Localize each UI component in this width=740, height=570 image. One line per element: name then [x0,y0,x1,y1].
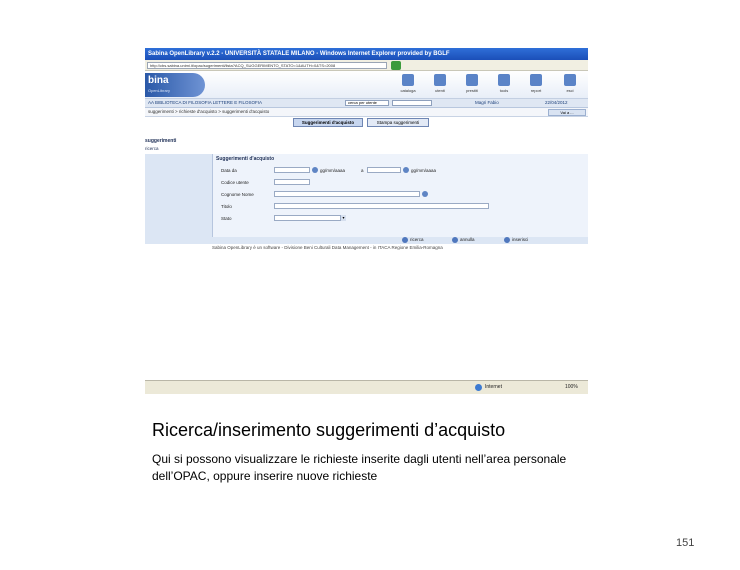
current-date: 22/04/2012 [545,100,568,105]
tab-suggerimenti[interactable]: Suggerimenti d'acquisto [293,118,363,127]
state-select[interactable] [274,215,346,221]
browser-screenshot [145,48,588,396]
cancel-icon [452,237,458,243]
name-label: Cognome Nome [221,192,254,197]
zoom-level[interactable]: 100% [565,384,578,390]
name-input[interactable] [274,191,420,197]
title-input[interactable] [274,203,489,209]
app-footer: Sabina OpenLibrary è un software - Divisione Beni Culturali Data Management - in ITACA Regione Emilia-Romagna [212,245,443,250]
catalog-icon [402,74,414,86]
search-input[interactable] [392,100,432,106]
breadcrumb-strip [145,108,588,117]
tools-icon [498,74,510,86]
loans-icon [466,74,478,86]
content-panel [145,154,588,244]
window-title: Sabina OpenLibrary v.2.2 - UNIVERSITÀ STATALE MILANO - Windows Internet Explorer provided by BGLF [145,48,588,60]
calendar-icon[interactable] [403,167,409,173]
sidebar-title: suggerimenti [145,138,177,144]
toolbar-cataloga[interactable]: cataloga [393,74,423,98]
search-button[interactable]: ricerca [402,237,424,243]
date-to-label: a [361,168,364,173]
date-format-hint: gg/mm/aaaa [320,168,346,173]
address-bar [145,60,588,71]
go-icon[interactable] [391,61,401,70]
lookup-icon[interactable] [422,191,428,197]
sidebar-subtitle[interactable]: ricerca [145,146,159,151]
insert-button[interactable]: inserisci [504,237,528,243]
calendar-icon[interactable] [312,167,318,173]
state-label: Stato [221,216,232,221]
toolbar-tools[interactable]: tools [489,74,519,98]
cancel-button[interactable]: annulla [452,237,475,243]
app-header [145,71,588,99]
user-code-input[interactable] [274,179,310,185]
toolbar-utenti[interactable]: utenti [425,74,455,98]
form-title: Suggerimenti d'acquisto [216,156,275,162]
search-type-select[interactable]: cerca per utente [345,100,389,106]
nav-strip [145,99,588,108]
users-icon [434,74,446,86]
toolbar-esci[interactable]: esci [555,74,585,98]
toolbar-prestiti[interactable]: prestiti [457,74,487,98]
date-to-input[interactable] [367,167,401,173]
search-form [212,154,588,237]
chevron-down-icon[interactable]: ▾ [340,215,346,221]
user-name: Magri Fabio [475,100,499,105]
tab-stampa[interactable]: Stampa suggerimenti [367,118,429,127]
internet-globe-icon [475,384,482,391]
toolbar-report[interactable]: report [521,74,551,98]
date-from-label: Data da [221,168,237,173]
slide-number: 151 [676,537,695,549]
address-field[interactable]: http://cbs.sabina.unimi.it/opac/sugerimenti/lista?ACQ_SUGGERIMENTO_STATO=1&AUTH=0&TS=2008 [147,62,387,69]
date-from-input[interactable] [274,167,310,173]
search-icon [402,237,408,243]
report-icon [530,74,542,86]
slide-body: Qui si possono visualizzare le richieste inserite dagli utenti nell’area personale dell’OPAC, oppure inserire nuove richieste [152,452,567,483]
breadcrumb: suggerimenti > richieste d'acquisto > suggerimenti d'acquisto [148,109,270,114]
status-zone: Internet [485,384,502,390]
sabina-logo [145,73,205,97]
slide-title: Ricerca/inserimento suggerimenti d’acquisto [152,420,506,440]
status-bar [145,380,588,394]
date-format-hint: gg/mm/aaaa [411,168,437,173]
exit-icon [564,74,576,86]
goto-button[interactable]: Vai a ... [548,109,586,116]
user-code-label: Codice utente [221,180,249,185]
form-actions [212,237,588,244]
logo-text: bina [148,75,169,86]
library-name: AA BIBLIOTECA DI FILOSOFIA LETTERE E FILOSOFIA [148,100,263,105]
title-label: Titolo [221,204,232,209]
logo-subtitle: OpenLibrary [148,88,171,93]
add-icon [504,237,510,243]
